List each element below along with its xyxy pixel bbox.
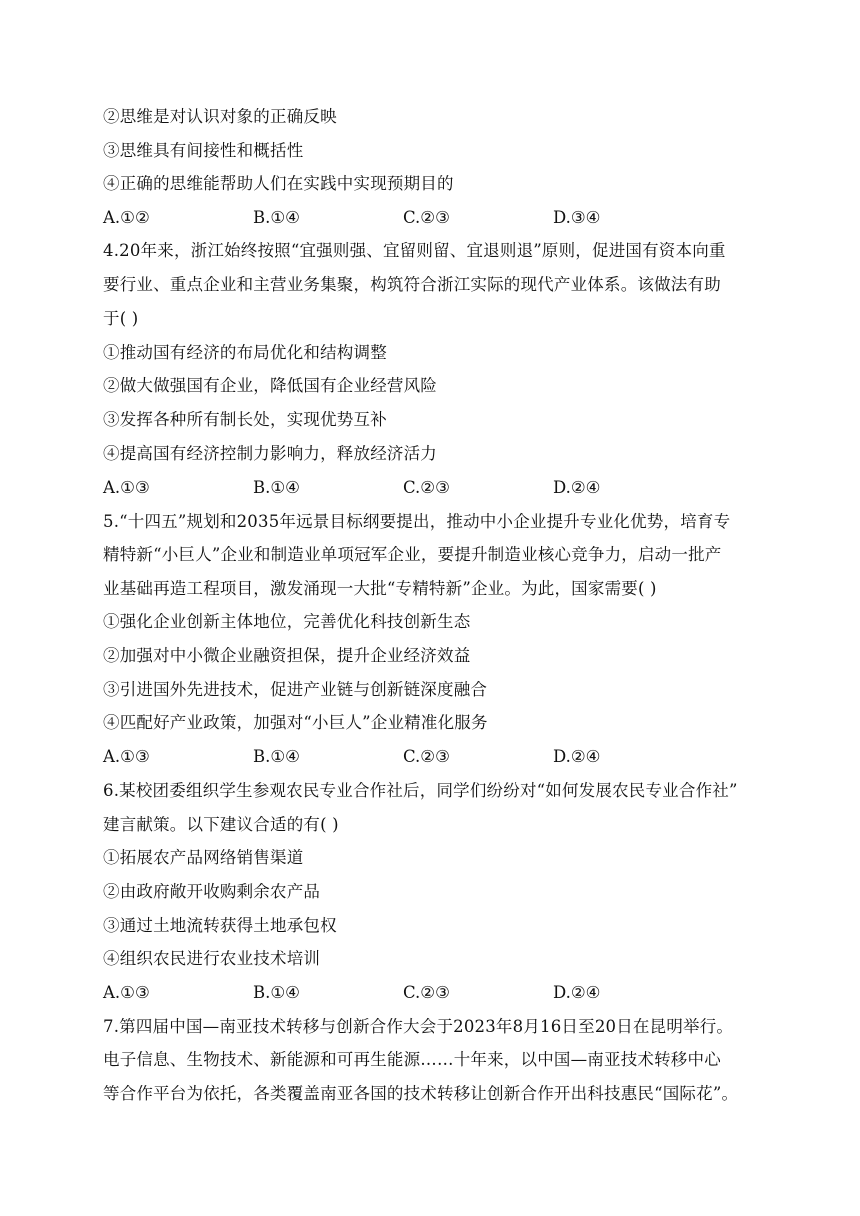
choice-c: C.②③ xyxy=(403,478,450,497)
question-4-stem: 要行业、重点企业和主营业务集聚，构筑符合浙江实际的现代产业体系。该做法有助 xyxy=(103,275,721,294)
choice-a: A.①③ xyxy=(103,478,150,497)
choice-d: D.③④ xyxy=(553,208,601,227)
option-statement-1: ①拓展农产品网络销售渠道 xyxy=(103,848,304,867)
question-7-stem: 等合作平台为依托，各类覆盖南亚各国的技术转移让创新合作开出科技惠民“国际花”。 xyxy=(103,1084,739,1103)
option-statement-4: ④正确的思维能帮助人们在实践中实现预期目的 xyxy=(103,174,454,193)
option-statement-4: ④匹配好产业政策，加强对“小巨人”企业精准化服务 xyxy=(103,713,488,732)
question-4-stem: 4.20年来，浙江始终按照“宜强则强、宜留则留、宜退则退”原则，促进国有资本向重 xyxy=(103,241,726,260)
option-statement-3: ③思维具有间接性和概括性 xyxy=(103,141,304,160)
choice-d: D.②④ xyxy=(553,478,601,497)
answer-choices xyxy=(103,207,763,229)
question-4-stem: 于( ) xyxy=(103,309,139,328)
choice-d: D.②④ xyxy=(553,747,601,766)
answer-choices xyxy=(103,982,763,1004)
choice-c: C.②③ xyxy=(403,747,450,766)
answer-choices xyxy=(103,477,763,499)
option-statement-1: ①强化企业创新主体地位，完善优化科技创新生态 xyxy=(103,612,471,631)
choice-c: C.②③ xyxy=(403,208,450,227)
option-statement-1: ①推动国有经济的布局优化和结构调整 xyxy=(103,343,387,362)
choice-b: B.①④ xyxy=(253,983,300,1002)
question-6-stem: 6.某校团委组织学生参观农民专业合作社后，同学们纷纷对“如何发展农民专业合作社” xyxy=(103,781,738,800)
choice-b: B.①④ xyxy=(253,208,300,227)
option-statement-2: ②做大做强国有企业，降低国有企业经营风险 xyxy=(103,376,437,395)
choice-c: C.②③ xyxy=(403,983,450,1002)
choice-a: A.①③ xyxy=(103,983,150,1002)
question-7-stem: 7.第四届中国—南亚技术转移与创新合作大会于2023年8月16日至20日在昆明举行。 xyxy=(103,1017,734,1036)
question-7-stem: 电子信息、生物技术、新能源和可再生能源……十年来，以中国—南亚技术转移中心 xyxy=(103,1050,721,1069)
question-6-stem: 建言献策。以下建议合适的有( ) xyxy=(103,815,339,834)
question-5-stem: 5.“十四五”规划和2035年远景目标纲要提出，推动中小企业提升专业化优势，培育专 xyxy=(103,512,731,531)
option-statement-3: ③引进国外先进技术，促进产业链与创新链深度融合 xyxy=(103,680,488,699)
choice-b: B.①④ xyxy=(253,478,300,497)
option-statement-3: ③通过土地流转获得土地承包权 xyxy=(103,916,337,935)
option-statement-2: ②由政府敞开收购剩余农产品 xyxy=(103,882,321,901)
option-statement-3: ③发挥各种所有制长处，实现优势互补 xyxy=(103,410,387,429)
choice-a: A.①② xyxy=(103,208,150,227)
option-statement-2: ②思维是对认识对象的正确反映 xyxy=(103,107,337,126)
option-statement-2: ②加强对中小微企业融资担保，提升企业经济效益 xyxy=(103,646,471,665)
choice-b: B.①④ xyxy=(253,747,300,766)
option-statement-4: ④提高国有经济控制力影响力，释放经济活力 xyxy=(103,444,437,463)
answer-choices xyxy=(103,746,763,768)
option-statement-4: ④组织农民进行农业技术培训 xyxy=(103,949,321,968)
question-5-stem: 业基础再造工程项目，激发涌现一大批“专精特新”企业。为此，国家需要( ) xyxy=(103,579,657,598)
choice-a: A.①③ xyxy=(103,747,150,766)
question-5-stem: 精特新“小巨人”企业和制造业单项冠军企业，要提升制造业核心竞争力，启动一批产 xyxy=(103,545,722,564)
choice-d: D.②④ xyxy=(553,983,601,1002)
